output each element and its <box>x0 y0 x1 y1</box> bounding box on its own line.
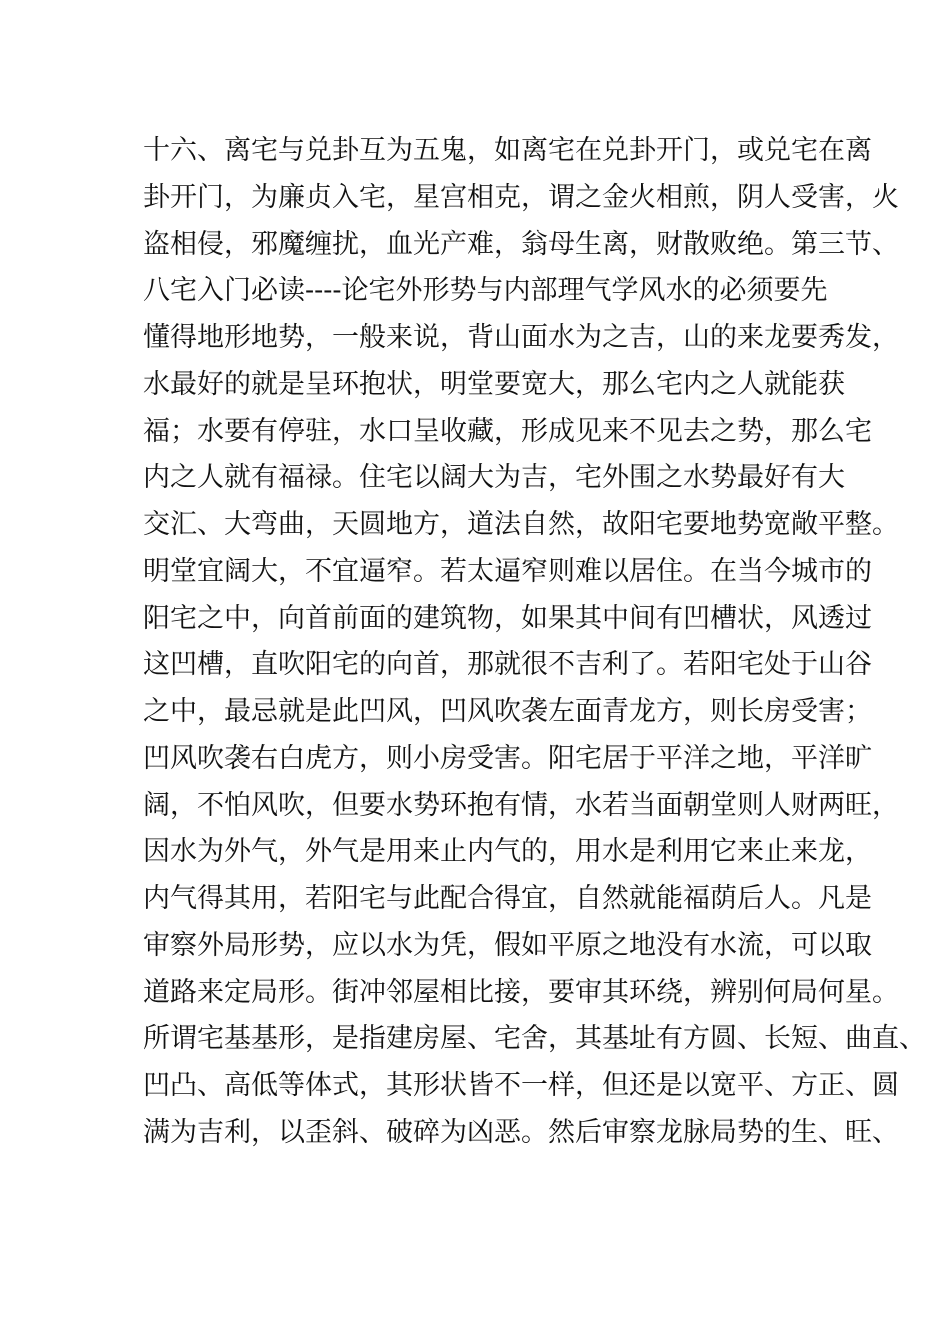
text-line-5: 懂得地形地势，一般来说，背山面水为之吉，山的来龙要秀发， <box>143 322 899 353</box>
text-line-12: 这凹槽，直吹阳宅的向首，那就很不吉利了。若阳宅处于山谷 <box>143 649 872 681</box>
text-line-6: 水最好的就是呈环抱状，明堂要宽大，那么宅内之人就能获 <box>143 368 845 400</box>
text-line-15: 阔，不怕风吹，但要水势环抱有情，水若当面朝堂则人财两旺， <box>143 789 899 821</box>
text-line-9: 交汇、大弯曲，天圆地方，道法自然，故阳宅要地势宽敞平整。 <box>143 509 899 540</box>
text-line-16: 因水为外气，外气是用来止内气的，用水是利用它来止来龙， <box>143 836 872 868</box>
text-line-17: 内气得其用，若阳宅与此配合得宜，自然就能福荫后人。凡是 <box>143 883 872 914</box>
text-line-3: 盗相侵，邪魔缠扰，血光产难，翁母生离，财散败绝。第三节、 <box>143 228 899 260</box>
text-line-4: 八宅入门必读----论宅外形势与内部理气学风水的必须要先 <box>143 275 828 307</box>
text-line-21: 凹凸、高低等体式，其形状皆不一样，但还是以宽平、方正、圆 <box>143 1070 899 1101</box>
text-line-10: 明堂宜阔大，不宜逼窄。若太逼窄则难以居住。在当今城市的 <box>143 555 872 587</box>
body-text <box>143 128 926 1157</box>
text-line-1: 十六、离宅与兑卦互为五鬼，如离宅在兑卦开门，或兑宅在离 <box>143 135 872 166</box>
text-line-7: 福；水要有停驻，水口呈收藏，形成见来不见去之势，那么宅 <box>143 415 872 447</box>
text-line-13: 之中，最忌就是此凹风，凹风吹袭左面青龙方，则长房受害； <box>143 696 872 727</box>
text-line-8: 内之人就有福禄。住宅以阔大为吉，宅外围之水势最好有大 <box>143 462 845 494</box>
text-line-18: 审察外局形势，应以水为凭，假如平原之地没有水流，可以取 <box>143 929 872 961</box>
text-line-2: 卦开门，为廉贞入宅，星宫相克，谓之金火相煎，阴人受害，火 <box>143 181 899 213</box>
text-line-20: 所谓宅基基形，是指建房屋、宅舍，其基址有方圆、长短、曲直、 <box>143 1023 926 1055</box>
text-line-19: 道路来定局形。街冲邻屋相比接，要审其环绕，辨别何局何星。 <box>143 976 899 1008</box>
text-line-11: 阳宅之中，向首前面的建筑物，如果其中间有凹槽状，风透过 <box>143 602 872 634</box>
text-line-14: 凹风吹袭右白虎方，则小房受害。阳宅居于平洋之地，平洋旷 <box>143 742 872 774</box>
text-line-22: 满为吉利，以歪斜、破碎为凶恶。然后审察龙脉局势的生、旺、 <box>143 1116 899 1148</box>
